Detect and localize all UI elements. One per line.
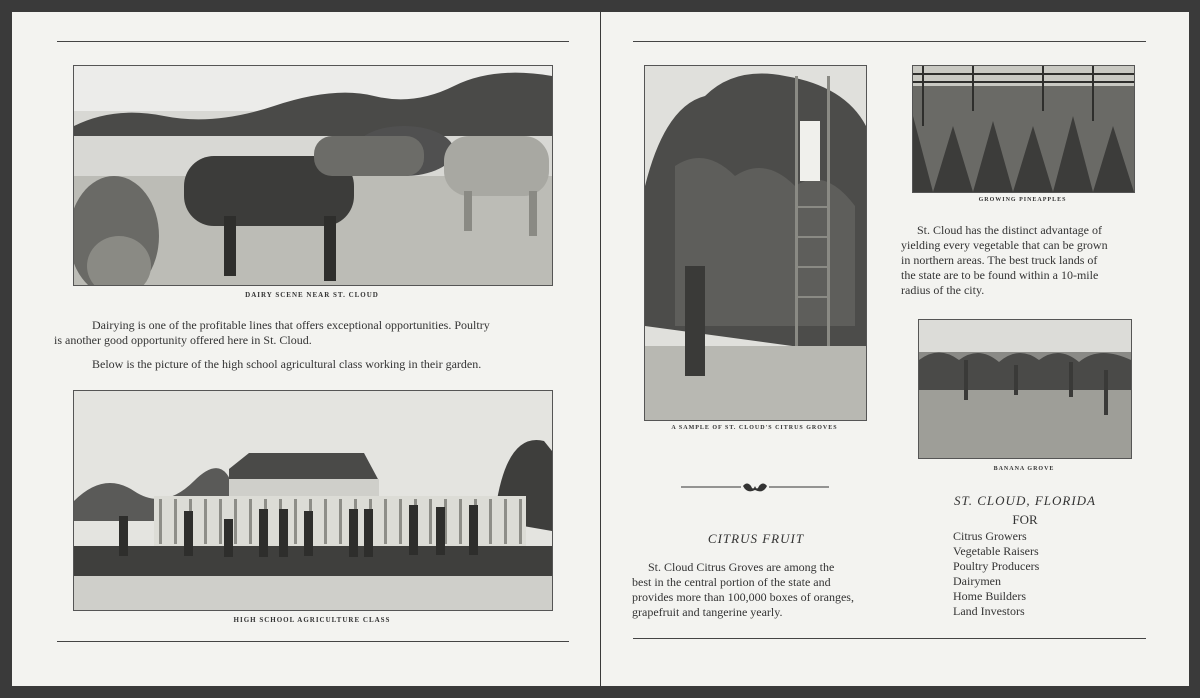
citrus-line-2: best in the central portion of the state and <box>632 575 831 589</box>
citrus-grove-photo <box>644 65 867 421</box>
pineapple-photo-caption: GROWING PINEAPPLES <box>978 197 1067 203</box>
for-list-title: ST. CLOUD, FLORIDA <box>954 493 1096 508</box>
vegetable-line-2: yielding every vegetable that can be grown <box>901 238 1108 252</box>
list-item: Poultry Producers <box>953 559 1040 573</box>
dairy-line-1: Dairying is one of the profitable lines that offers exceptional opportunities. Poultry <box>92 318 490 332</box>
for-list <box>953 529 1039 619</box>
for-list-subtitle: FOR <box>1012 512 1038 527</box>
list-item: Citrus Growers <box>953 529 1027 543</box>
banana-photo-caption: BANANA GROVE <box>993 466 1055 472</box>
class-photo-caption: HIGH SCHOOL AGRICULTURE CLASS <box>233 616 391 624</box>
agriculture-class-photo <box>73 390 553 611</box>
dairy-photo-caption: DAIRY SCENE NEAR ST. CLOUD <box>245 291 379 299</box>
citrus-line-3: provides more than 100,000 boxes of oranges, <box>632 590 854 604</box>
dairy-paragraph <box>54 318 574 372</box>
vegetable-paragraph <box>901 223 1149 298</box>
pineapple-photo <box>912 65 1135 193</box>
citrus-heading: CITRUS FRUIT <box>707 531 805 546</box>
list-item: Dairymen <box>953 574 1001 588</box>
list-item: Land Investors <box>953 604 1025 618</box>
vegetable-line-5: radius of the city. <box>901 283 985 297</box>
bottom-rule <box>57 641 569 642</box>
citrus-photo-caption: A SAMPLE OF ST. CLOUD'S CITRUS GROVES <box>671 425 838 431</box>
citrus-line-1: St. Cloud Citrus Groves are among the <box>648 560 835 574</box>
vegetable-line-4: the state are to be found within a 10-mile <box>901 268 1099 282</box>
top-rule <box>57 41 569 42</box>
dairy-line-2: is another good opportunity offered here in St. Cloud. <box>54 333 312 347</box>
dairy-scene-photo <box>73 65 553 286</box>
right-page <box>601 12 1189 686</box>
dairy-line-3: Below is the picture of the high school agricultural class working in their garden. <box>92 357 482 371</box>
bottom-rule <box>633 638 1146 639</box>
vegetable-line-1: St. Cloud has the distinct advantage of <box>917 223 1102 237</box>
vegetable-line-3: in northern areas. The best truck lands of <box>901 253 1098 267</box>
citrus-line-4: grapefruit and tangerine yearly. <box>632 605 783 619</box>
top-rule <box>633 41 1146 42</box>
citrus-paragraph <box>632 560 882 620</box>
left-page <box>12 12 600 686</box>
list-item: Vegetable Raisers <box>953 544 1039 558</box>
banana-grove-photo <box>918 319 1132 459</box>
ornament-divider <box>681 482 829 501</box>
list-item: Home Builders <box>953 589 1026 603</box>
